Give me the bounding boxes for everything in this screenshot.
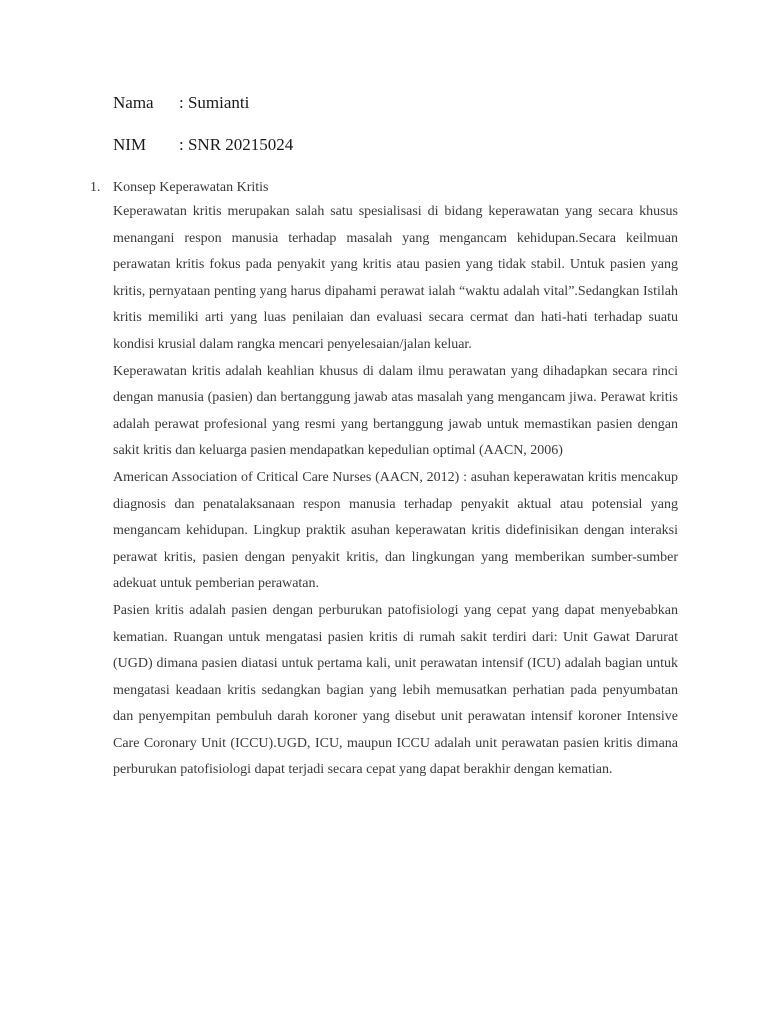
paragraph: Keperawatan kritis merupakan salah satu spesialisasi di bidang keperawatan yang secara khusus menangani respon manusia terhadap masalah yang mengancam kehidupan.Secara keilmuan perawatan kritis fokus pada penyakit yang kritis atau pasien yang tidak stabil. Untuk pasien yang kritis, pernyataan penting yang harus dipahami perawat ialah “waktu adalah vital”.Sedangkan Istilah kritis memiliki arti yang luas penilaian dan evaluasi secara cermat dan hati-hati terhadap suatu kondisi krusial dalam rangka mencari penyelesaian/jalan keluar. <box>113 204 678 352</box>
section-number: 1. <box>90 180 101 195</box>
nim-value: : SNR 20215024 <box>179 135 294 154</box>
nim-row <box>113 135 293 155</box>
name-value: : Sumianti <box>179 93 250 112</box>
nim-label: NIM <box>113 135 147 154</box>
section-title: Konsep Keperawatan Kritis <box>113 180 269 195</box>
name-label: Nama <box>113 93 154 112</box>
section-konsep-keperawatan-kritis <box>90 176 678 784</box>
section-body <box>113 199 678 784</box>
paragraph: Pasien kritis adalah pasien dengan perburukan patofisiologi yang cepat yang dapat menyebabkan kematian. Ruangan untuk mengatasi pasien kritis di rumah sakit terdiri dari: Unit Gawat Darurat (UGD) dimana pasien diatasi untuk pertama kali, unit perawatan intensif (ICU) adalah bagian untuk mengatasi keadaan kritis sedangkan bagian yang lebih memusatkan perhatian pada penyumbatan dan penyempitan pembuluh darah koroner yang disebut unit perawatan intensif koroner Intensive Care Coronary Unit (ICCU).UGD, ICU, maupun ICCU adalah unit perawatan pasien kritis dimana perburukan patofisiologi dapat terjadi secara cepat yang dapat berakhir dengan kematian. <box>113 602 678 778</box>
paragraph: Keperawatan kritis adalah keahlian khusus di dalam ilmu perawatan yang dihadapkan secara rinci dengan manusia (pasien) dan bertanggung jawab atas masalah yang mengancam jiwa. Perawat kritis adalah perawat profesional yang resmi yang bertanggung jawab untuk memastikan pasien dengan sakit kritis dan keluarga pasien mendapatkan kepedulian optimal (AACN, 2006) <box>113 363 678 459</box>
paragraph: American Association of Critical Care Nurses (AACN, 2012) : asuhan keperawatan kritis mencakup diagnosis dan penatalaksanaan respon manusia terhadap penyakit aktual atau potensial yang mengancam kehidupan. Lingkup praktik asuhan keperawatan kritis didefinisikan dengan interaksi perawat kritis, pasien dengan penyakit kritis, dan lingkungan yang memberikan sumber-sumber adekuat untuk pemberian perawatan. <box>113 469 678 592</box>
name-row <box>113 93 249 113</box>
section-heading <box>90 176 678 199</box>
